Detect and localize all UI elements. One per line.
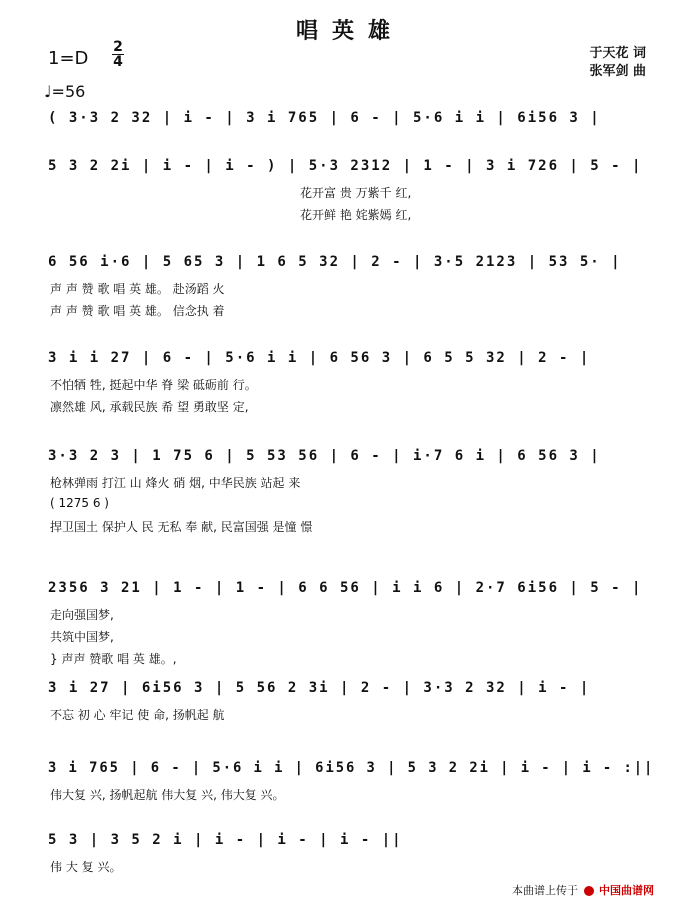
lyric-line: ( 1275 6 ) [50,496,109,510]
time-signature [112,40,124,69]
composer: 张军剑 曲 [589,64,646,79]
lyric-line: 伟大复 兴, 扬帆起航 伟大复 兴, 伟大复 兴。 [50,788,285,802]
notation-row: 3 i i 27 | 6 - | 5·6 i i | 6 56 3 | 6 5 5 32 | 2 - | [48,350,591,366]
lyric-line: 花开鲜 艳 姹紫嫣 红, [300,208,412,222]
notation-row: 3·3 2 3 | 1 75 6 | 5 53 56 | 6 - | i·7 6 i | 6 56 3 | [48,448,601,464]
lyric-line: 声 声 赞 歌 唱 英 雄。 赴汤蹈 火 [50,282,225,296]
lyric-line: 伟 大 复 兴。 [50,860,122,874]
lyricist: 于天花 词 [589,46,646,61]
notation-row: 3 i 765 | 6 - | 5·6 i i | 6i56 3 | 5 3 2 2i | i - | i - :|| [48,760,655,776]
lyric-line: 不怕牺 牲, 挺起中华 脊 梁 砥砺前 行。 [50,378,257,392]
notation-row: 5 3 2 2i | i - | i - ) | 5·3 2312 | 1 - | 3 i 726 | 5 - | [48,158,643,174]
site-logo-icon [584,886,594,896]
lyric-line: 共筑中国梦, [50,630,114,644]
lyric-line: 走向强国梦, [50,608,114,622]
notation-row: 3 i 27 | 6i56 3 | 5 56 2 3i | 2 - | 3·3 2 32 | i - | [48,680,591,696]
footer [512,882,654,898]
lyric-line: 不忘 初 心 牢记 使 命, 扬帆起 航 [50,708,225,722]
page-title: 唱英雄 [295,19,404,44]
lyric-line: } 声声 赞歌 唱 英 雄。, [50,652,177,666]
notation-row: 6 56 i·6 | 5 65 3 | 1 6 5 32 | 2 - | 3·5 2123 | 53 5· | [48,254,622,270]
lyric-line: 捍卫国土 保护人 民 无私 奉 献, 民富国强 是憧 憬 [50,520,313,534]
notation-row: 2356 3 21 | 1 - | 1 - | 6 6 56 | i i 6 | 2·7 6i56 | 5 - | [48,580,643,596]
footer-site: 中国曲谱网 [599,884,654,897]
tempo-marking: ♩=56 [44,82,86,101]
lyric-line: 声 声 赞 歌 唱 英 雄。 信念执 着 [50,304,225,318]
lyric-line: 花开富 贵 万紫千 红, [300,186,412,200]
key-signature: 1=D [48,48,89,69]
notation-row: 5 3 | 3 5 2 i | i - | i - | i - || [48,832,403,848]
time-sig-top: 2 [113,39,123,55]
notation-row: ( 3·3 2 32 | i - | 3 i 765 | 6 - | 5·6 i i | 6i56 3 | [48,110,601,126]
footer-prefix: 本曲谱上传于 [512,884,578,897]
lyric-line: 枪林弹雨 打江 山 烽火 硝 烟, 中华民族 站起 来 [50,476,301,490]
lyric-line: 凛然雄 风, 承载民族 希 望 勇敢坚 定, [50,400,249,414]
time-sig-bottom: 4 [113,54,123,70]
